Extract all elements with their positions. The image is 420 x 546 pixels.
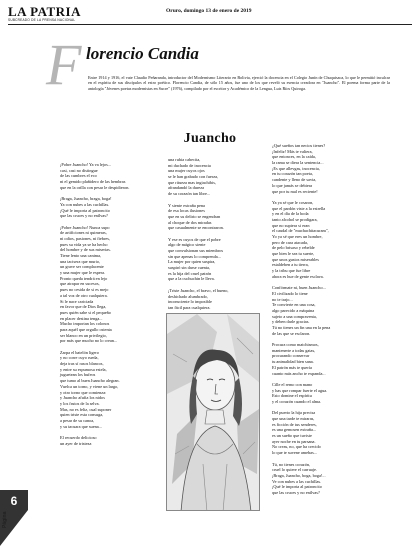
poem-line: y en el día de la boda	[272, 211, 309, 217]
poem-line: y el corazón cuando el alma.	[272, 398, 322, 404]
poem-line: ni el gemido plañidero de las hembras	[60, 179, 126, 185]
poem-line: de artificiones ni quimeras,	[60, 230, 107, 236]
poem-line: es un sueño que tuviste	[272, 433, 312, 439]
poem-line: que entonces, en la caída,	[272, 154, 316, 160]
poem-line: y entre su espumosa estela,	[60, 366, 107, 372]
poem-line: Tiene lento una canima,	[60, 253, 102, 258]
page-number: 6	[10, 494, 18, 508]
poem-line: en placer destina tenga...	[60, 315, 103, 321]
poem-line: y deben darle gracias.	[272, 319, 310, 325]
poem-line: algo de mágico siente	[168, 242, 206, 248]
brand-tagline: SUBCREADO DE LA PRENSA NACIONAL	[8, 18, 76, 22]
poem-line: ¡Braga, Juancho, boga, boga!...	[272, 472, 326, 478]
poem-line: de las cumbres el eco	[60, 173, 97, 179]
poem-line: se le han grabado con fuerza,	[168, 174, 219, 180]
poem-line: pues su vida ya se ha hecho	[60, 241, 108, 247]
poem-line: No creas, no, que ha crecido	[272, 444, 321, 450]
poem-line: y has que rompar fuerte el agua.	[272, 387, 328, 393]
poem-line: que en su delirio se engendran	[168, 213, 221, 219]
poem-line: Pronto queda tendrá en lejo	[60, 275, 108, 281]
poem-line: ¡Qué le importa al patroncito	[272, 484, 322, 490]
poem-line: Vuelca un torno, y viene un largo,	[60, 383, 119, 389]
poem-line: un ayer de tristeza	[60, 440, 92, 446]
poem-line: de su corazón tan libre...	[168, 191, 211, 197]
poem-line: que ritueza mas ingiachibis,	[168, 179, 216, 185]
poem-line: Yo ya sé que eres un hombre,	[272, 234, 323, 239]
drop-initial: F	[46, 32, 82, 97]
poem-line: ahora es hue de gente esclava.	[272, 273, 324, 279]
poem-line: que unos gustos miserables	[272, 256, 319, 262]
poem-line: Del puerto la hija precisa	[272, 410, 316, 416]
poem-line: y no corre cuyo rueda,	[60, 355, 99, 361]
poem-line: en favor que de Dios llega,	[60, 304, 107, 310]
poem-line: que a la cuchuchin le lleva.	[168, 276, 215, 282]
portrait-drawing	[167, 314, 260, 511]
poem-line: una tacisera que murio,	[60, 258, 101, 264]
poem-column-3	[272, 143, 330, 496]
poem-line: lo que te suvene amebas...	[272, 450, 317, 456]
poem-line: Si le nace cariciada	[60, 298, 94, 304]
poem-line: a pesar de su canoa,	[60, 417, 95, 423]
poem-line: La mujer por quien suspira,	[168, 259, 216, 265]
poem-line: Esto domine el espíritu	[272, 393, 312, 399]
poem-line: sujeto a una compraventa,	[272, 313, 317, 319]
poem-line: ¡Triste Juancho, el bravo, el bueno,	[168, 287, 229, 293]
poem-line: inconsciente lo imposible	[168, 299, 212, 305]
poem-line: Y ese es cuyos de que el pobre	[168, 236, 221, 242]
poem-line: y Juancho afufia los nidos	[60, 395, 105, 401]
poem-line: que atrapar en sucesos,	[60, 281, 100, 287]
poem-line: que convulsionan sus miembros	[168, 248, 224, 253]
poem-line: del hombre y de sus miserias.	[60, 247, 111, 253]
poem-line: y su tacuara que suena...	[60, 423, 102, 429]
poem-line: y otro torno que comienza:	[60, 389, 107, 395]
poem-line: una mujer cuyos ojos	[168, 168, 205, 174]
poem-line: sin que apenas lo comprenda...	[168, 253, 221, 259]
poem-line: El recuerdo delicioso	[60, 435, 97, 440]
poem-line: pero de cara atacada,	[272, 239, 309, 245]
poem-line: procurando conservar	[272, 353, 310, 359]
poem-line: juguetean los bufeos	[60, 372, 96, 378]
poem-line: que el pardón viste a la estrella	[272, 205, 326, 211]
poem-column-1	[60, 162, 129, 446]
poem-line: estaldeben a tu tierra,	[272, 262, 309, 268]
poem-line: ¡Pobre Juancho! Ya va lejos...	[60, 162, 112, 167]
poem-line: y la tribu que fue libre	[272, 268, 311, 274]
poem-line: para aquél que orgullo ostenta	[60, 326, 112, 332]
poem-line: deshichado alumbrado,	[168, 293, 208, 299]
poem-line: Tú no tienes un fin una en la pena	[272, 325, 331, 330]
poem-line: ¡Es que allevgas, inocencia,	[272, 165, 320, 171]
poem-line: en tu corazón tan poeta,	[272, 171, 313, 177]
poem-line: pues quién sabe si el pequeño	[60, 309, 111, 315]
poem-line: ¡Pobre Juancho! Nunca supo	[60, 224, 110, 230]
poem-line: mantenerte a todas gatas,	[272, 347, 316, 353]
poem-line: por más que mucho no lo crean...	[60, 338, 118, 344]
poem-line: Zarpa el batelón ligero	[60, 349, 100, 355]
poem-line: candente y lleno de savia,	[272, 177, 317, 183]
poem-line: de esa locas ilusiones	[168, 208, 205, 214]
poem-line: Y siente extraña pena	[168, 202, 205, 208]
poem-line: y una mujer que le espera.	[60, 270, 106, 276]
poem-line: no te trajo...	[272, 296, 293, 302]
poem-line: cuanto más ancho te expanda...	[272, 370, 326, 376]
poem-line: ayer noche en tu parsana.	[272, 438, 316, 444]
poem-line: que no supiera si eran	[272, 222, 310, 228]
dateline: Oruro, domingo 13 de enero de 2019	[166, 8, 252, 14]
poem-line: casi, casi no distingue	[60, 167, 98, 173]
poem-line: Tú, no tienes corazón,	[272, 461, 311, 467]
poem-line: es ficción de tus senderes,	[272, 421, 317, 427]
poem-line: Te convierte en una cosa,	[272, 302, 316, 308]
poem-line: el caudal de "muchachitacuram",	[272, 228, 329, 234]
poem-line: tu animalidad bien sana.	[272, 359, 314, 365]
poem-line: tan fácil para cualquiera.	[168, 304, 211, 310]
poem-line: algo parecido a máquina	[272, 307, 315, 313]
poem-line: Ya ya sé que le cosaron,	[272, 199, 314, 205]
poem-line: una rubia cabecita,	[168, 157, 201, 162]
poem-line: que las cruces y no enílvas?	[272, 489, 320, 495]
poem-line: Ve con nubes a las cuchillas.	[272, 478, 322, 484]
poem-line: es la hija del cruel patrón	[168, 270, 212, 276]
poem-line: ¿Qué sueños tan necios tienes?	[272, 143, 326, 148]
poem-line: lo que jamás se debiera	[272, 182, 313, 188]
poem-title: Juancho	[183, 131, 237, 146]
poem-line: que las cruces y no enílvas?	[60, 213, 108, 219]
newspaper-brand: LA PATRIA	[8, 4, 81, 19]
masthead	[8, 4, 412, 24]
poem-line: ¡Infeliz! Más te valiera,	[272, 148, 313, 154]
poem-line: quien triste esta consuga,	[60, 412, 104, 418]
poem-line: ni odios, pasiones, ni fiebres,	[60, 235, 111, 241]
poem-line: es una gemosen extraña...	[272, 427, 317, 433]
poem-line: que en la orilla con pesar le despidieron.	[60, 184, 130, 190]
poem-line: Mas, no es feliz, cual suponer	[60, 406, 112, 412]
poem-line: Mucho importan los colonos	[60, 321, 110, 327]
poem-line: cruel lo quiere el carruaje.	[272, 467, 317, 473]
illustration-portrait	[166, 313, 260, 511]
poem-line: pues no cesida de si es mejo	[60, 287, 109, 293]
poem-line: que bien le sea tu suerte,	[272, 251, 315, 257]
poem-line: tanto alcohol se prodigara,	[272, 216, 318, 222]
poem-line: mi duchado de inocencia	[168, 162, 211, 168]
header-rule	[8, 24, 412, 25]
poem-line: que tumo al buen Juancho alegran.	[60, 378, 120, 384]
poem-line: al choque de dos miradas	[168, 219, 212, 225]
feature-bio: Entre 1914 y 1916, el vate Claudio Peñaranda, introductor del Modernismo Literario en Bolivia, ejerció la docencia en el Colegio Junín de Chuquisaca, lo que le permitió inculcar en el espíritu de sus discípulos el estro poético. Florencio Candia, de sólo 15 años, fue uno de los que reveló su esencia creadora en "Juancho". El poema forma parte de la antología "Jóvenes poetas modernistas en Sucre" (1976), compilado por el escritor y Académico de la Lengua, Luis Ríos Quiroga.	[88, 75, 390, 91]
poem-line: la rama se diera la sentencia...	[272, 160, 324, 166]
poem-line: ser blanco en un privilegio,	[60, 332, 107, 338]
poem-line: Confórmate ni, buen Juancho...	[272, 285, 326, 291]
poem-line: que una tarde te miraras,	[272, 416, 315, 421]
poem-line: de las que se esclaron.	[272, 330, 311, 336]
poem-line: ¡Braga, Juancho, braga, boga!	[60, 196, 112, 202]
poem-line: que casualmente se encontraron.	[168, 225, 224, 231]
poem-line: un grave ser complacente	[60, 264, 104, 270]
poem-line: deja tras sí rasos blancos,	[60, 361, 104, 367]
poem-line: El patrón más te quería	[272, 364, 312, 370]
poem-line: Ya con nubes a las cuchillas.	[60, 201, 110, 207]
feature-title: lorencio Candia	[86, 44, 199, 63]
poem-line: de pelo brisaso y rebelde	[272, 245, 315, 251]
poem-line: ¡Qué le importa al patroncito	[60, 207, 110, 213]
poem-line: Cille el remo con mano	[272, 381, 313, 387]
page-label: Página	[2, 511, 8, 528]
poem-line: que por tu mal es reciente!	[272, 188, 318, 194]
poem-line: afrandandó la dureza	[168, 185, 205, 191]
poem-line: Procura como matchismos,	[272, 342, 319, 348]
poem-line: suspiró sin darse cuenta,	[168, 265, 211, 271]
poem-line: El civilizado lo tiene	[272, 290, 308, 296]
poem-line: a tal voz de otro cualquiera.	[60, 292, 108, 298]
poem-line: y los frutos de la selva.	[60, 400, 100, 406]
